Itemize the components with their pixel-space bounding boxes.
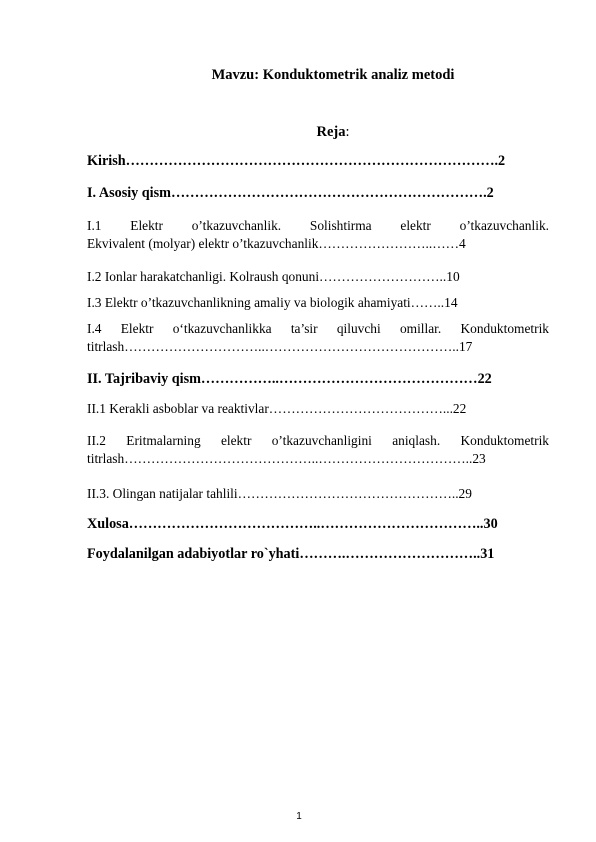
toc-entry-2-1: II.1 Kerakli asboblar va reaktivlar…………………………………...22 <box>87 401 467 416</box>
toc-entry-1-4-line2: titrlash…………………………..……………………………………..17 <box>87 339 473 354</box>
plan-heading-colon: : <box>345 124 350 140</box>
toc-entry-2-2 <box>87 432 549 468</box>
toc-entry-adabiyotlar: Foydalanilgan adabiyotlar ro`yhati……….………………………..31 <box>87 546 495 562</box>
toc-entry-tajribaviy-qism: II. Tajribaviy qism……………..……………………………………22 <box>87 371 492 387</box>
toc-entry-2-2-line1: II.2 Eritmalarning elektr o’tkazuvchanligini aniqlash. Konduktometrik <box>87 433 549 448</box>
page-number: 1 <box>296 811 302 822</box>
plan-heading-label: Reja <box>316 124 346 140</box>
toc-entry-2-2-line2: titrlash……………………………………..……………………………..23 <box>87 451 486 466</box>
toc-entry-1-4-line1: I.4 Elektr o‘tkazuvchanlikka ta’sir qiluvchi omillar. Konduktometrik <box>87 321 549 336</box>
toc-entry-1-1 <box>87 217 549 253</box>
toc-entry-2-3: II.3. Olingan natijalar tahlili…………………………………………..29 <box>87 486 472 501</box>
toc-entry-kirish: Kirish…………………………………………………………………….2 <box>87 153 506 169</box>
toc-entry-1-1-line1: I.1 Elektr o’tkazuvchanlik. Solishtirma elektr o’tkazuvchanlik. <box>87 218 549 233</box>
toc-entry-1-1-line2: Ekvivalent (molyar) elektr o’tkazuvchanlik……………………..……4 <box>87 236 466 251</box>
toc-entry-1-2: I.2 Ionlar harakatchanligi. Kolraush qonuni………………………..10 <box>87 269 460 284</box>
toc-entry-1-3: I.3 Elektr o’tkazuvchanlikning amaliy va biologik ahamiyati……..14 <box>87 295 458 310</box>
toc-entry-asosiy-qism: I. Asosiy qism………………………………………………………….2 <box>87 185 494 201</box>
toc-entry-xulosa: Xulosa…………………………………..……………………………..30 <box>87 516 498 532</box>
document-title: Mavzu: Konduktometrik analiz metodi <box>211 67 455 83</box>
toc-entry-1-4 <box>87 320 549 356</box>
plan-heading <box>0 124 596 141</box>
